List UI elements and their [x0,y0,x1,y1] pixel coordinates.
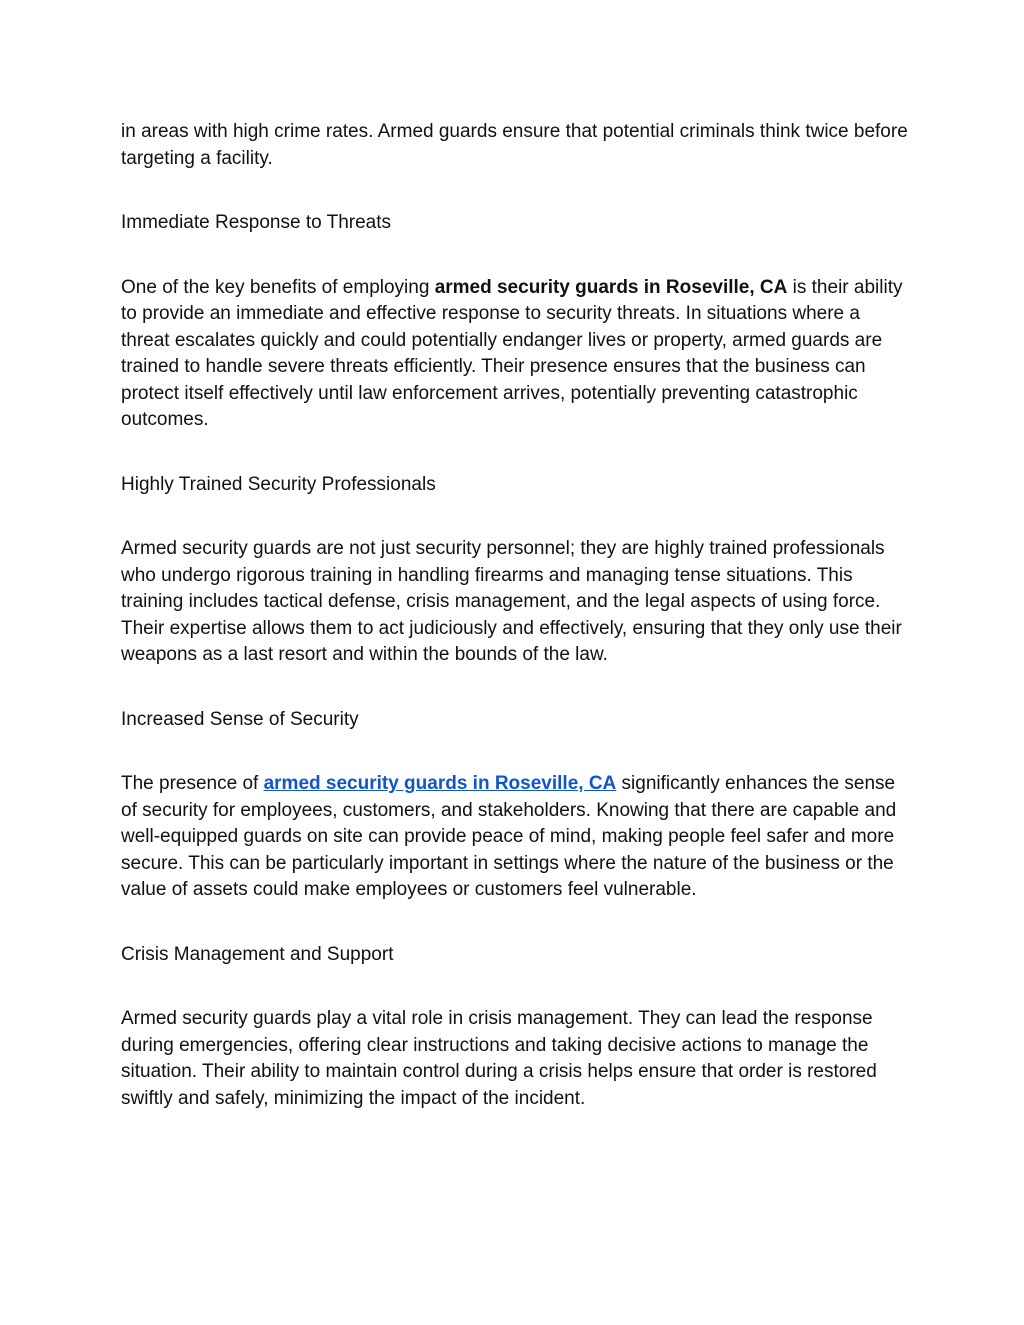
paragraph-text: The presence of [121,773,264,794]
spacer [121,733,911,771]
heading-crisis-management: Crisis Management and Support [121,943,394,965]
spacer [121,434,911,472]
bold-keyword: armed security guards in Roseville, CA [434,276,788,298]
paragraph-text: One of the key benefits of employing [121,276,435,298]
paragraph-sense-of-security [121,771,911,904]
heading-trained-professionals: Highly Trained Security Professionals [121,473,436,495]
spacer [121,968,911,1006]
document-page [121,119,911,1112]
spacer [121,172,911,210]
spacer [121,904,911,942]
roseville-guards-link[interactable]: armed security guards in Roseville, CA [263,773,617,794]
paragraph-trained-professionals: Armed security guards are not just security personnel; they are highly trained professionals who undergo rigorous training in handling firearms and managing tense situations. This training includes tactical defense, crisis management, and the legal aspects of using force. Their expertise allows them to act judiciously and effectively, ensuring that they only use their weapons as a last resort and within the bounds of the law. [121,538,902,665]
paragraph-crisis-management: Armed security guards play a vital role in crisis management. They can lead the response during emergencies, offering clear instructions and taking decisive actions to manage the situation. Their ability to maintain control during a crisis helps ensure that order is restored swiftly and safely, minimizing the impact of the incident. [121,1008,877,1109]
spacer [121,498,911,536]
paragraph-crime-deterrence: in areas with high crime rates. Armed guards ensure that potential criminals think twice before targeting a facility. [121,121,908,169]
spacer [121,669,911,707]
spacer [121,237,911,275]
paragraph-text: significantly enhances the sense of security for employees, customers, and stakeholders. Knowing that there are capable and well-equipped guards on site can provide peace of mind, making people feel safer and more secure. This can be particularly important in settings where the nature of the business or the value of assets could make employees or customers feel vulnerable. [121,773,897,900]
heading-immediate-response: Immediate Response to Threats [121,212,392,233]
paragraph-text: is their ability to provide an immediate and effective response to security threats. In situations where a threat escalates quickly and could potentially endanger lives or property, armed guards are trained to handle severe threats efficiently. Their presence ensures that the business can protect itself effectively until law enforcement arrives, potentially preventing catastrophic outcomes. [121,276,903,430]
heading-sense-of-security: Increased Sense of Security [121,708,359,730]
paragraph-immediate-response [121,275,911,434]
